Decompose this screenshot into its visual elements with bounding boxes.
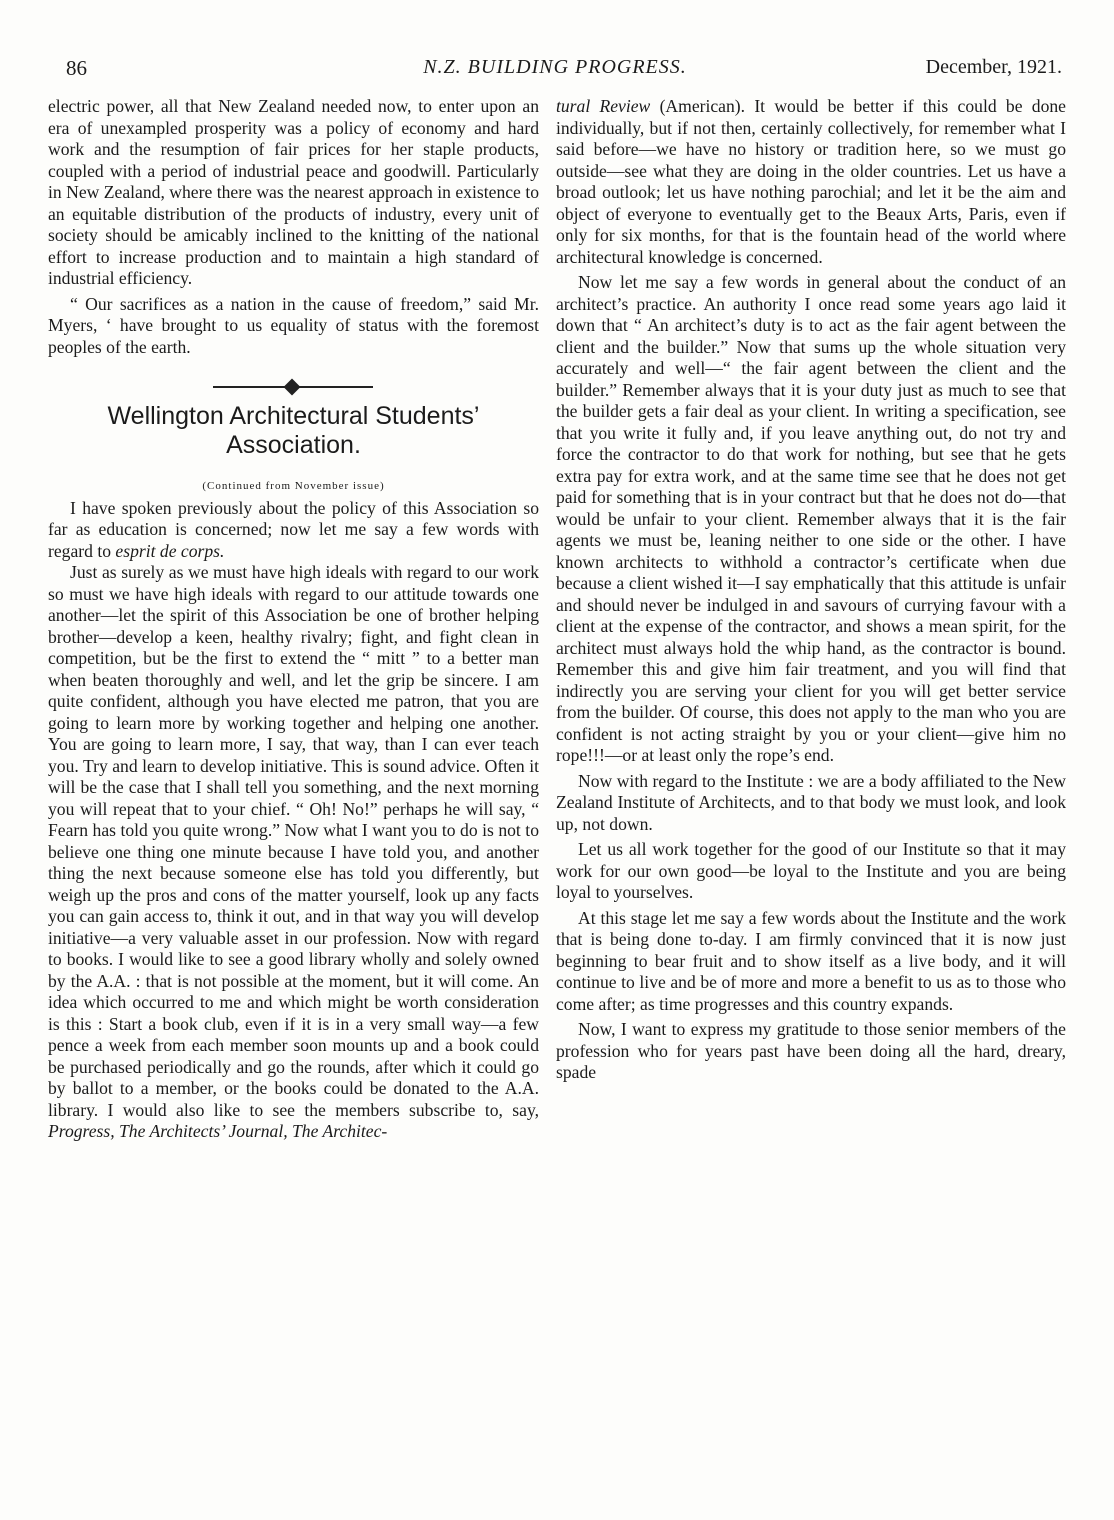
paragraph: I have spoken previously about the policy of this Association so far as education is concerned; now let me say a few words with regard to esprit de corps.	[48, 497, 539, 561]
left-column	[48, 96, 539, 1143]
article-title-line: Association.	[226, 431, 361, 459]
italic-phrase: Progress, The Architects’ Journal, The Architec-	[48, 1121, 388, 1141]
article-title-line: Wellington Architectural Students’	[107, 402, 480, 430]
continued-note: (Continued from November issue)	[202, 480, 385, 492]
paragraph: “ Our sacrifices as a nation in the cause of freedom,” said Mr. Myers, ‘ have brought to us equality of status with the foremost peoples of the earth.	[48, 293, 539, 357]
right-column	[556, 96, 1066, 1084]
paragraph: Just as surely as we must have high ideals with regard to our work so must we have high ideals with regard to our attitude towards one another—let the spirit of this Association be one of brother helping brother—develop a keen, healthy rivalry; fight, and fight clean in competition, but be the first to extend the “ mitt ” to a better man when beaten thoroughly and well, and let the grip be sincere. I am quite confident, although you have elected me patron, that you are going to learn more by working together and helping one another. You are going to learn more, I say, that way, than I can ever teach you. Try and learn to develop initiative. This is sound advice. Often it will be the case that I shall tell you something, and the next morning you will repeat that to your chief. “ Oh! No!” perhaps he will say, “ Fearn has told you quite wrong.” Now what I want you to do is not to believe one thing one minute because I have told you, and another thing the next because someone else has told you differently, but weigh up the pros and cons of the matter yourself, look up any facts you can gain access to, think it out, and in that way you will develop initiative—a very valuable asset in our profession. Now with regard to books. I would like to see a good library wholly and solely owned by the A.A. : that is not possible at the moment, but it will come. An idea which occurred to me and which might be worth consideration is this : Start a book club, even if it is in a very small way—a few pence a week from each member soon mounts up and a book could be purchased periodically and go the rounds, after which it could go by ballot to a member, or the books could be donated to the A.A. library. I would also like to see the members subscribe to, say, Progress, The Architects’ Journal, The Architec-	[48, 562, 539, 1141]
section-divider	[48, 378, 539, 396]
italic-phrase: esprit de corps.	[115, 540, 225, 561]
paragraph: tural Review (American). It would be better if this could be done individually, but if not then, certainly collectively, for remember what I said before—we have no history or tradition here, so we must go outside—see what they are doing in the older countries. Let us have a broad outlook; let us have nothing parochial; and let it be the aim and object of everyone to eventually get to the Beaux Arts, Paris, even if only for six months, for that is the fountain head of the world where architectural knowledge is concerned.	[556, 96, 1066, 267]
issue-date: December, 1921.	[925, 56, 1062, 78]
italic-phrase: tural Review	[556, 96, 651, 116]
paragraph: electric power, all that New Zealand needed now, to enter upon an era of unexampled prosperity was a policy of economy and hard work and the resumption of fair prices for her staple products, coupled with a period of industrial peace and goodwill. Particularly in New Zealand, where there was the nearest approach in existence to an equitable distribution of the products of industry, every unit of society should be amicably inclined to the knitting of the national effort to increase production and to maintain a high standard of industrial efficiency.	[48, 96, 539, 288]
page-number: 86	[66, 56, 87, 80]
diamond-ornament-icon	[284, 379, 301, 396]
paragraph: Now with regard to the Institute : we are a body affiliated to the New Zealand Institute of Architects, and to that body we must look, and look up, not down.	[556, 770, 1066, 834]
paragraph: Let us all work together for the good of our Institute so that it may work for our own good—be loyal to the Institute and you are being loyal to yourselves.	[556, 839, 1066, 902]
paragraph: At this stage let me say a few words about the Institute and the work that is being done to-day. I am firmly convinced that it is now just beginning to bear fruit and to show itself as a live body, and it will continue to live and be of more and more a benefit to us as to those who come after; as time progresses and this country expands.	[556, 907, 1066, 1014]
article-title	[48, 402, 539, 460]
paragraph: Now let me say a few words in general about the conduct of an architect’s practice. An authority I once read some years ago laid it down that “ An architect’s duty is to act as the fair agent between the client and the builder.” Now that sums up the whole situation very accurately and well—“ the fair agent between the client and the builder.” Remember always that it is your duty just as much to see that the builder gets a fair deal as your client. In writing a specification, see that you write it fully and, if you leave anything out, do not try and force the contractor to do that work for nothing, but see that he gets extra pay for extra work, and at the same time see that he does not get paid for something that is in your contract but that he does not do—that would be unfair to your client. Remember always that it is the fair agents we must be, leaning neither to one side or the other. I have known architects to withhold a contractor’s certificate when due because a client wished it—I say emphatically that this attitude is unfair and should never be indulged in and savours of currying favour with a client at the expense of the contractor, and shows a mean spirit, for the architect must always hold the whip hand, as the contractor is bound. Remember this and give him fair treatment, and you will find that indirectly you are serving your client for you will get better service from the builder. Of course, this does not apply to the man who you are confident is not acting straight by you or your client—give him no rope!!!—or at least only the rope’s end.	[556, 272, 1066, 765]
paragraph: Now, I want to express my gratitude to those senior members of the profession who for years past have been doing all the hard, dreary, spade	[556, 1019, 1066, 1082]
running-title: N.Z. BUILDING PROGRESS.	[423, 56, 687, 78]
page-header	[48, 56, 1062, 84]
